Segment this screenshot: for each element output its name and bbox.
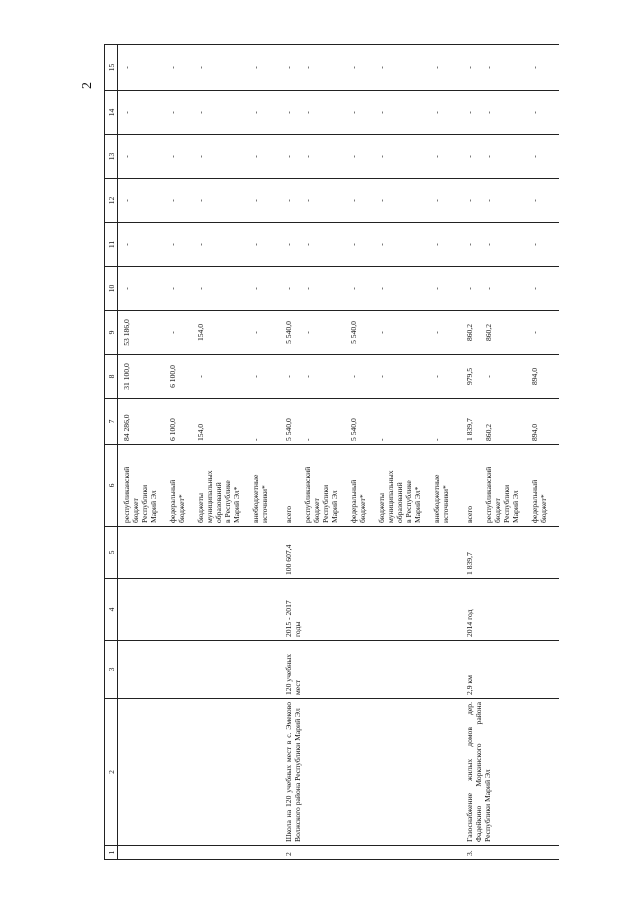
amount-value: - (349, 243, 358, 246)
column-number-9: 9 (105, 311, 118, 355)
column-number-3: 3 (105, 641, 118, 699)
row-number-cell (280, 846, 461, 860)
amount-value: - (377, 155, 386, 158)
column-number-5: 5 (105, 527, 118, 579)
amount-value: - (303, 287, 312, 290)
object-name-cell-text: Школа на 120 учебных мест в с. Эмеково Волжского района Республики Марий Эл (284, 702, 302, 842)
value-cell-c9 (118, 311, 281, 355)
amount-value: - (303, 243, 312, 246)
amount-value: 860,2 (465, 323, 474, 342)
row-number-cell (118, 846, 281, 860)
column-number-row (105, 45, 118, 860)
amount-value: 154,0 (196, 423, 205, 441)
total-cost-cell-text: 100 607,4 (284, 544, 293, 575)
capacity-cell-text: 120 учебных мест (284, 653, 302, 695)
table-row (280, 45, 461, 860)
value-cell-c12 (280, 179, 461, 223)
amount-value: - (484, 287, 493, 290)
object-name-cell (461, 699, 559, 846)
amount-value: - (432, 111, 441, 114)
amount-value: 860,2 (484, 323, 493, 342)
amount-value: - (432, 438, 441, 441)
amount-value: - (465, 199, 474, 202)
value-cell-c13 (118, 135, 281, 179)
amount-value: - (168, 243, 177, 246)
amount-value: - (284, 66, 293, 69)
amount-value: - (349, 375, 358, 378)
amount-value: 894,0 (530, 423, 539, 441)
amount-value: - (377, 111, 386, 114)
amount-value: - (196, 66, 205, 69)
amount-value: - (465, 155, 474, 158)
amount-value: - (530, 243, 539, 246)
capacity-cell (118, 641, 281, 699)
amount-value: - (377, 331, 386, 334)
amount-value: - (303, 155, 312, 158)
funding-sources-cell (461, 445, 559, 527)
value-cell-c14 (118, 91, 281, 135)
amount-value: - (303, 331, 312, 334)
object-name-cell (280, 699, 461, 846)
amount-value: - (349, 287, 358, 290)
amount-value: - (168, 66, 177, 69)
amount-value: - (432, 331, 441, 334)
amount-value: - (484, 199, 493, 202)
program-table (104, 44, 559, 860)
amount-value: - (251, 243, 260, 246)
amount-value: 860,2 (484, 423, 493, 441)
amount-value: 979,5 (465, 367, 474, 386)
amount-value: - (122, 199, 131, 202)
rotated-table-container (104, 45, 548, 860)
amount-value: - (530, 199, 539, 202)
amount-value: 5 540,0 (284, 418, 293, 441)
value-cell-c15 (461, 45, 559, 91)
funding-source-label: бюджеты муниципальных образований в Республике Марий Эл* (196, 470, 241, 523)
capacity-cell-text: 2,9 км (465, 675, 474, 695)
amount-value: 6 100,0 (168, 418, 177, 441)
amount-value: - (251, 287, 260, 290)
amount-value: - (196, 287, 205, 290)
amount-value: - (251, 375, 260, 378)
amount-value: 6 100,0 (168, 365, 177, 388)
value-cell-c7 (118, 399, 281, 445)
value-cell-c11 (118, 223, 281, 267)
amount-value: - (377, 375, 386, 378)
column-number-15: 15 (105, 45, 118, 91)
funding-source-label: федеральный бюджет* (168, 479, 186, 523)
amount-value: - (196, 155, 205, 158)
amount-value: - (432, 243, 441, 246)
column-number-2: 2 (105, 699, 118, 846)
funding-sources-cell (118, 445, 281, 527)
amount-value: 5 540,0 (349, 418, 358, 441)
value-cell-c8 (118, 355, 281, 399)
amount-value: - (530, 66, 539, 69)
column-number-8: 8 (105, 355, 118, 399)
amount-value: - (377, 243, 386, 246)
amount-value: - (349, 155, 358, 158)
amount-value: - (196, 111, 205, 114)
value-cell-c14 (280, 91, 461, 135)
amount-value: - (530, 155, 539, 158)
amount-value: - (465, 243, 474, 246)
amount-value: - (122, 155, 131, 158)
amount-value: - (251, 331, 260, 334)
amount-value: - (349, 199, 358, 202)
value-cell-c11 (280, 223, 461, 267)
funding-source-label: республиканский бюджет Республики Марий Эл (484, 466, 520, 523)
value-cell-c14 (461, 91, 559, 135)
row-number-cell (461, 846, 559, 860)
funding-source-label: всего (465, 505, 474, 523)
column-number-12: 12 (105, 179, 118, 223)
funding-source-label: внебюджетные источники* (251, 474, 269, 523)
funding-source-label: бюджеты муниципальных образований в Республике Марий Эл* (377, 470, 422, 523)
table-row (461, 45, 559, 860)
amount-value: - (465, 111, 474, 114)
value-cell-c7 (280, 399, 461, 445)
column-number-11: 11 (105, 223, 118, 267)
amount-value: - (465, 66, 474, 69)
value-cell-c13 (461, 135, 559, 179)
amount-value: 84 286,0 (122, 414, 131, 441)
amount-value: - (484, 375, 493, 378)
amount-value: - (303, 375, 312, 378)
value-cell-c8 (280, 355, 461, 399)
amount-value: - (530, 331, 539, 334)
value-cell-c9 (461, 311, 559, 355)
amount-value: - (284, 375, 293, 378)
capacity-cell (280, 641, 461, 699)
amount-value: - (284, 243, 293, 246)
column-number-1: 1 (105, 846, 118, 860)
period-cell (118, 579, 281, 641)
funding-sources-cell (280, 445, 461, 527)
value-cell-c10 (461, 267, 559, 311)
column-number-13: 13 (105, 135, 118, 179)
amount-value: - (122, 66, 131, 69)
value-cell-c11 (461, 223, 559, 267)
column-number-7: 7 (105, 399, 118, 445)
funding-source-label: всего (284, 505, 293, 523)
amount-value: - (377, 199, 386, 202)
amount-value: - (168, 331, 177, 334)
capacity-cell (461, 641, 559, 699)
value-cell-c15 (280, 45, 461, 91)
amount-value: 5 540,0 (349, 321, 358, 344)
funding-source-label: республиканский бюджет Республики Марий Эл (122, 466, 158, 523)
amount-value: - (168, 111, 177, 114)
amount-value: - (251, 66, 260, 69)
period-cell (280, 579, 461, 641)
amount-value: - (303, 199, 312, 202)
amount-value: - (465, 287, 474, 290)
column-number-10: 10 (105, 267, 118, 311)
value-cell-c13 (280, 135, 461, 179)
amount-value: - (432, 155, 441, 158)
column-number-4: 4 (105, 579, 118, 641)
value-cell-c12 (118, 179, 281, 223)
amount-value: - (284, 155, 293, 158)
amount-value: - (484, 111, 493, 114)
funding-source-label: федеральный бюджет* (349, 479, 367, 523)
amount-value: - (168, 287, 177, 290)
amount-value: - (530, 111, 539, 114)
amount-value: - (432, 199, 441, 202)
total-cost-cell (461, 527, 559, 579)
value-cell-c8 (461, 355, 559, 399)
amount-value: 31 100,0 (122, 363, 131, 390)
amount-value: - (303, 438, 312, 441)
value-cell-c10 (118, 267, 281, 311)
amount-value: - (168, 155, 177, 158)
amount-value: - (284, 111, 293, 114)
funding-source-label: республиканский бюджет Республики Марий Эл (303, 466, 339, 523)
amount-value: - (377, 66, 386, 69)
amount-value: - (251, 111, 260, 114)
object-name-cell (118, 699, 281, 846)
amount-value: - (196, 199, 205, 202)
period-cell (461, 579, 559, 641)
column-number-14: 14 (105, 91, 118, 135)
amount-value: 154,0 (196, 323, 205, 342)
amount-value: - (122, 243, 131, 246)
column-number-6: 6 (105, 445, 118, 527)
amount-value: - (377, 287, 386, 290)
amount-value: - (484, 243, 493, 246)
amount-value: - (349, 66, 358, 69)
value-cell-c9 (280, 311, 461, 355)
amount-value: - (251, 155, 260, 158)
amount-value: - (349, 111, 358, 114)
value-cell-c7 (461, 399, 559, 445)
amount-value: 5 540,0 (284, 321, 293, 344)
amount-value: - (303, 111, 312, 114)
amount-value: - (432, 66, 441, 69)
page-number: 2 (80, 82, 95, 89)
value-cell-c12 (461, 179, 559, 223)
amount-value: - (251, 199, 260, 202)
amount-value: - (122, 111, 131, 114)
value-cell-c15 (118, 45, 281, 91)
period-cell-text: 2015 - 2017 годы (284, 600, 302, 637)
amount-value: - (284, 199, 293, 202)
amount-value: - (196, 375, 205, 378)
total-cost-cell-text: 1 839,7 (465, 552, 474, 575)
table-body (118, 45, 560, 860)
object-name-cell-text: Газоснабжение жилых домов дер. Фадейкино Моркинского района Республики Марий Эл (465, 702, 492, 842)
amount-value: - (377, 438, 386, 441)
amount-value: - (484, 155, 493, 158)
amount-value: - (196, 243, 205, 246)
amount-value: 53 186,0 (122, 319, 131, 346)
total-cost-cell (118, 527, 281, 579)
table-row (118, 45, 281, 860)
total-cost-cell (280, 527, 461, 579)
amount-value: - (251, 438, 260, 441)
funding-source-label: внебюджетные источники* (432, 474, 450, 523)
row-number-cell-text: 2 (284, 852, 293, 856)
period-cell-text: 2014 год (465, 609, 474, 637)
amount-value: - (284, 287, 293, 290)
row-number-cell-text: 3. (465, 850, 474, 856)
value-cell-c10 (280, 267, 461, 311)
amount-value: - (484, 66, 493, 69)
amount-value: - (303, 66, 312, 69)
funding-source-label: федеральный бюджет* (530, 479, 548, 523)
amount-value: - (432, 375, 441, 378)
amount-value: - (530, 287, 539, 290)
amount-value: 1 839,7 (465, 418, 474, 441)
amount-value: 894,0 (530, 367, 539, 386)
amount-value: - (432, 287, 441, 290)
amount-value: - (122, 287, 131, 290)
amount-value: - (168, 199, 177, 202)
